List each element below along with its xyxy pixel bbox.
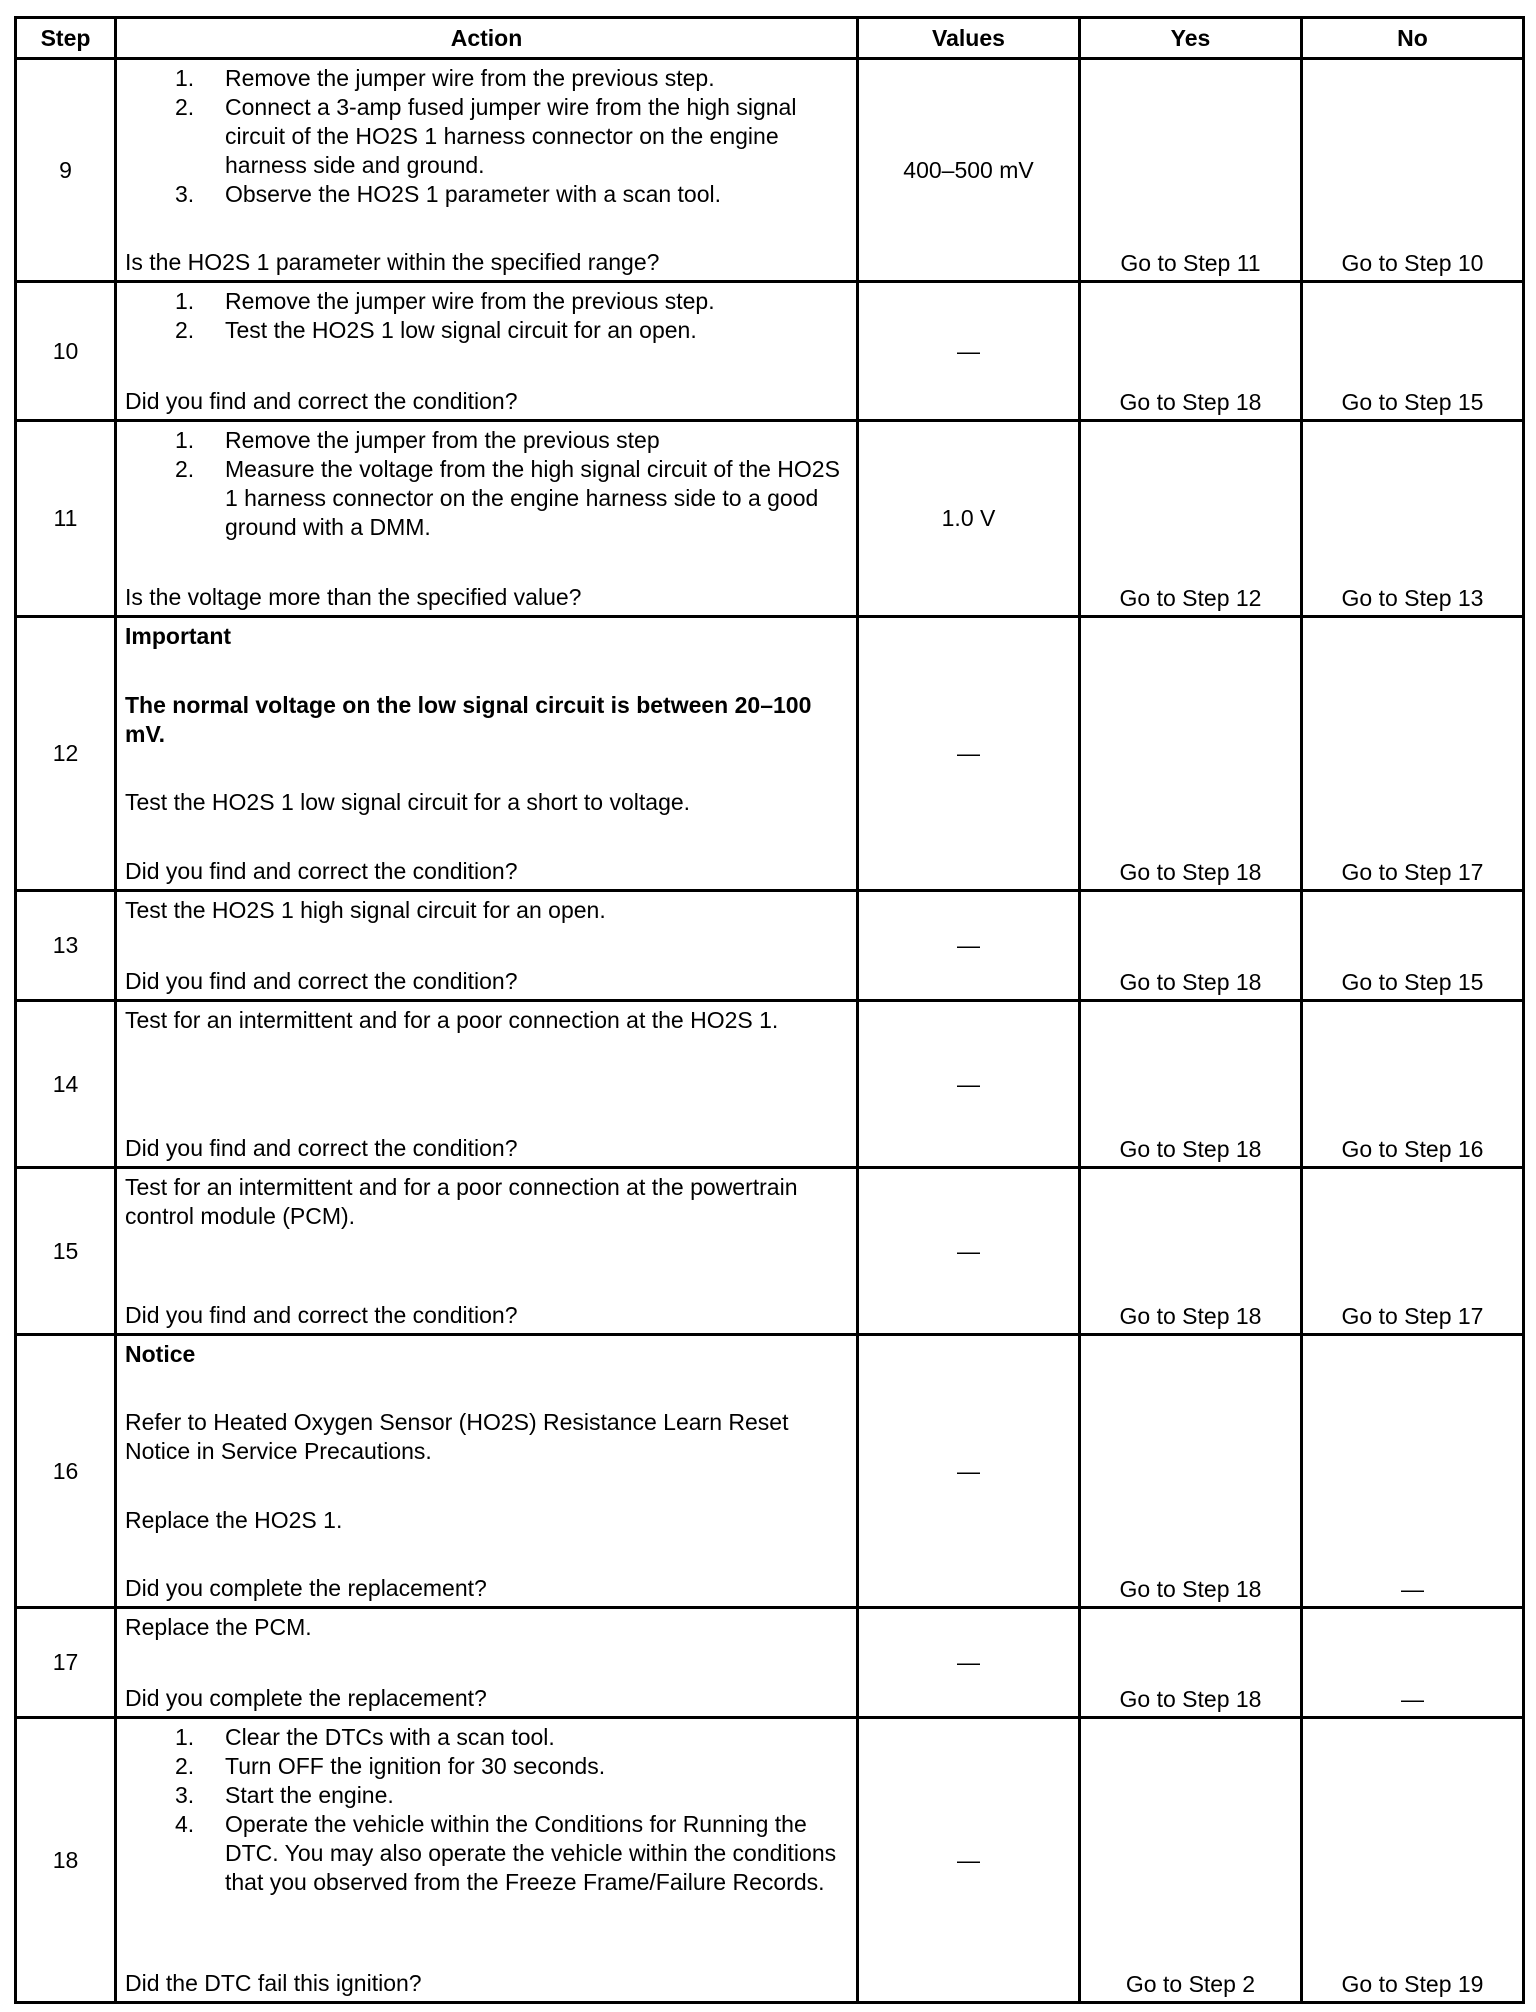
list-item: 2. Connect a 3-amp fused jumper wire from the high signal circuit of the HO2S 1 harness connector on the engine harness side and ground.: [175, 94, 797, 178]
step-number: 10: [16, 282, 116, 421]
action-text: Test for an intermittent and for a poor connection at the HO2S 1.: [125, 1007, 779, 1033]
table-row: [16, 59, 1524, 282]
action-question: Did you find and correct the condition?: [125, 968, 518, 994]
value-cell: 1.0 V: [858, 421, 1080, 617]
action-cell: [116, 1608, 858, 1718]
action-cell: [116, 1718, 858, 2003]
action-cell: [116, 421, 858, 617]
table-row: [16, 1168, 1524, 1335]
yes-cell: Go to Step 2: [1080, 1718, 1302, 2003]
list-item: 1. Remove the jumper from the previous step: [175, 427, 660, 453]
list-item: 1. Clear the DTCs with a scan tool.: [175, 1724, 555, 1750]
step-number: 16: [16, 1335, 116, 1608]
action-cell: [116, 1168, 858, 1335]
header-yes: Yes: [1080, 18, 1302, 59]
diagnostic-table: [14, 16, 1525, 2004]
value-cell: —: [858, 1001, 1080, 1168]
action-text: Test for an intermittent and for a poor connection at the powertrain control module (PCM).: [125, 1174, 798, 1229]
list-item: 3. Observe the HO2S 1 parameter with a scan tool.: [175, 181, 722, 207]
no-cell: Go to Step 16: [1302, 1001, 1524, 1168]
header-no: No: [1302, 18, 1524, 59]
table-row: [16, 421, 1524, 617]
action-cell: [116, 1001, 858, 1168]
list-item: 2. Test the HO2S 1 low signal circuit for an open.: [175, 317, 697, 343]
notice-text: Refer to Heated Oxygen Sensor (HO2S) Resistance Learn Reset Notice in Service Precautions.: [125, 1409, 789, 1465]
yes-cell: Go to Step 18: [1080, 282, 1302, 421]
no-cell: Go to Step 15: [1302, 891, 1524, 1001]
action-text: Replace the PCM.: [125, 1614, 312, 1640]
value-cell: —: [858, 1608, 1080, 1718]
action-question: Is the voltage more than the specified value?: [125, 584, 582, 610]
action-text: Test the HO2S 1 low signal circuit for a short to voltage.: [125, 789, 691, 816]
table-row: [16, 1335, 1524, 1608]
action-text: Replace the HO2S 1.: [125, 1506, 343, 1533]
step-number: 15: [16, 1168, 116, 1335]
no-cell: Go to Step 10: [1302, 59, 1524, 282]
action-question: Did you find and correct the condition?: [125, 1302, 518, 1328]
header-values: Values: [858, 18, 1080, 59]
no-cell: —: [1302, 1335, 1524, 1608]
action-question: Did the DTC fail this ignition?: [125, 1970, 422, 1996]
step-number: 14: [16, 1001, 116, 1168]
action-question: Did you find and correct the condition?: [125, 1135, 518, 1161]
value-cell: —: [858, 617, 1080, 891]
value-cell: —: [858, 282, 1080, 421]
header-step: Step: [16, 18, 116, 59]
notice-heading: Notice: [125, 1341, 196, 1367]
list-item: 2. Turn OFF the ignition for 30 seconds.: [175, 1753, 606, 1779]
no-cell: Go to Step 13: [1302, 421, 1524, 617]
list-item: 1. Remove the jumper wire from the previous step.: [175, 65, 715, 91]
important-note: The normal voltage on the low signal circuit is between 20–100 mV.: [125, 691, 812, 747]
step-number: 18: [16, 1718, 116, 2003]
list-item: 1. Remove the jumper wire from the previous step.: [175, 288, 715, 314]
no-cell: Go to Step 15: [1302, 282, 1524, 421]
step-number: 11: [16, 421, 116, 617]
yes-cell: Go to Step 11: [1080, 59, 1302, 282]
table-row: [16, 1608, 1524, 1718]
list-item: 2. Measure the voltage from the high signal circuit of the HO2S 1 harness connector on the engine harness side to a good ground with a DMM.: [175, 456, 840, 540]
value-cell: —: [858, 891, 1080, 1001]
list-item: 4. Operate the vehicle within the Conditions for Running the DTC. You may also operate the vehicle within the conditions that you observed from the Freeze Frame/Failure Records.: [175, 1811, 837, 1895]
header-row: [16, 18, 1524, 59]
value-cell: —: [858, 1168, 1080, 1335]
table-row: [16, 617, 1524, 891]
yes-cell: Go to Step 18: [1080, 1001, 1302, 1168]
step-number: 9: [16, 59, 116, 282]
action-question: Did you complete the replacement?: [125, 1685, 487, 1711]
yes-cell: Go to Step 18: [1080, 1335, 1302, 1608]
table-row: [16, 1001, 1524, 1168]
action-question: Is the HO2S 1 parameter within the specified range?: [125, 249, 660, 275]
value-cell: 400–500 mV: [858, 59, 1080, 282]
action-question: Did you find and correct the condition?: [125, 857, 518, 884]
step-number: 13: [16, 891, 116, 1001]
action-cell: [116, 282, 858, 421]
no-cell: Go to Step 17: [1302, 617, 1524, 891]
no-cell: —: [1302, 1608, 1524, 1718]
step-number: 17: [16, 1608, 116, 1718]
action-text: Test the HO2S 1 high signal circuit for an open.: [125, 897, 606, 923]
action-cell: [116, 617, 858, 891]
action-list: [125, 1723, 848, 1897]
header-action: Action: [116, 18, 858, 59]
yes-cell: Go to Step 18: [1080, 1168, 1302, 1335]
yes-cell: Go to Step 18: [1080, 1608, 1302, 1718]
table-row: [16, 1718, 1524, 2003]
action-list: [125, 287, 848, 345]
yes-cell: Go to Step 12: [1080, 421, 1302, 617]
no-cell: Go to Step 19: [1302, 1718, 1524, 2003]
value-cell: —: [858, 1718, 1080, 2003]
value-cell: —: [858, 1335, 1080, 1608]
table-row: [16, 891, 1524, 1001]
step-number: 12: [16, 617, 116, 891]
action-cell: [116, 1335, 858, 1608]
yes-cell: Go to Step 18: [1080, 891, 1302, 1001]
action-list: [125, 64, 848, 209]
list-item: 3. Start the engine.: [175, 1782, 394, 1808]
action-question: Did you find and correct the condition?: [125, 388, 518, 414]
important-heading: Important: [125, 623, 232, 649]
table-row: [16, 282, 1524, 421]
action-cell: [116, 59, 858, 282]
action-list: [125, 426, 848, 542]
yes-cell: Go to Step 18: [1080, 617, 1302, 891]
action-cell: [116, 891, 858, 1001]
action-question: Did you complete the replacement?: [125, 1574, 487, 1601]
no-cell: Go to Step 17: [1302, 1168, 1524, 1335]
